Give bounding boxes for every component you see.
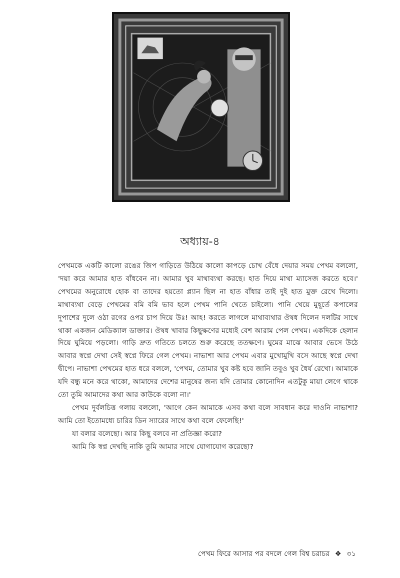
paragraph: যা বলার বলেছো। আর কিছু বলবে না প্রতিজ্ঞা করো? [72,428,222,438]
body-text [58,260,358,454]
chapter-heading: অধ্যায়-৪ [180,235,220,248]
running-title: পেখম ফিরে আসার পর বদলে গেল বিশ্ব চরাচর [198,549,330,558]
ornament-separator: ❖ [334,549,342,558]
paragraph: আমি কি স্বপ্ন দেখছি নাকি তুমি আমার সাথে যোগাযোগ করেছো? [72,441,254,451]
paragraph: পেখমকে একটি কালো রঙের জিপ গাড়িতে উঠিয়ে কালো কাপড়ে চোখ বেঁধে দেয়ার সময় পেখম বললো, 'দয়া করে আমার হাত বাঁধবেন না। আমার খুব মাথাব্যথা করছে। হাত দিয়ে মাথা ম্যাসেজ করতে হবে।' পেখমের অনুরোধে হোক বা তাদের হয়তো প্ল্যান ছিল না হাত বাঁধার তাই দুই হাত মুক্ত রেখে দিলো। মাথাব্যথা বেড়ে পেখমের বমি বমি ভাব হলে পেখম পানি খেতে চাইলো। পানি খেয়ে মুহূর্তে কপালের দুপাশের দুলে ওঠা রগের ওপর চাপ দিয়ে উঃ! আহ! করতে লাগলে মাথাব্যথার ঔষধ দিলেন দলটির সাথে থাকা একজন মেডিক্যাল ডাক্তার। ঔষধ খাবার কিছুক্ষণের মধ্যেই বেশ আরাম পেল পেখম। একদিকে হেলান দিয়ে ঘুমিয়ে পড়লো। গাড়ি দ্রুত গতিতে চলতে শুরু করেছে ততক্ষণে। ঘুমের মাঝে আবার ভেসে উঠে আবার স্বপ্নে দেখা সেই স্বপ্নে ফিরে গেল পেখম। নাভাশা আর পেখম এবার মুখোমুখি বসে আছে স্বপ্নে দেখা দ্বীপে। নাভাশা পেখমের হাত ধরে বললে, 'পেখম, তোমার খুব কষ্ট হবে জানি তবুও খুব ধৈর্য রেখো। আমাকে যদি বন্ধু মনে করে থাকো, আমাদের দেশের মানুষের জন্য যদি তোমার কোনোদিন এতটুকু মায়া লেগে থাকে তো তুমি আমাদের কথা আর কাউকে বলো না।' [58,261,358,400]
illustration-artwork [114,14,288,200]
page-number: ৩১ [346,549,356,558]
page-footer [198,549,356,561]
paragraph: পেখম দুর্বলচিত্ত গলায় বললো, 'আগে কেন আমাকে এসব কথা বলে সাবধান করে দাওনি নাভাশা? আমি তো ইতোমধ্যে চারির ডিন স্যারের সাথে কথা বলে ফেলেছি!' [58,402,358,425]
chapter-illustration [112,12,290,202]
